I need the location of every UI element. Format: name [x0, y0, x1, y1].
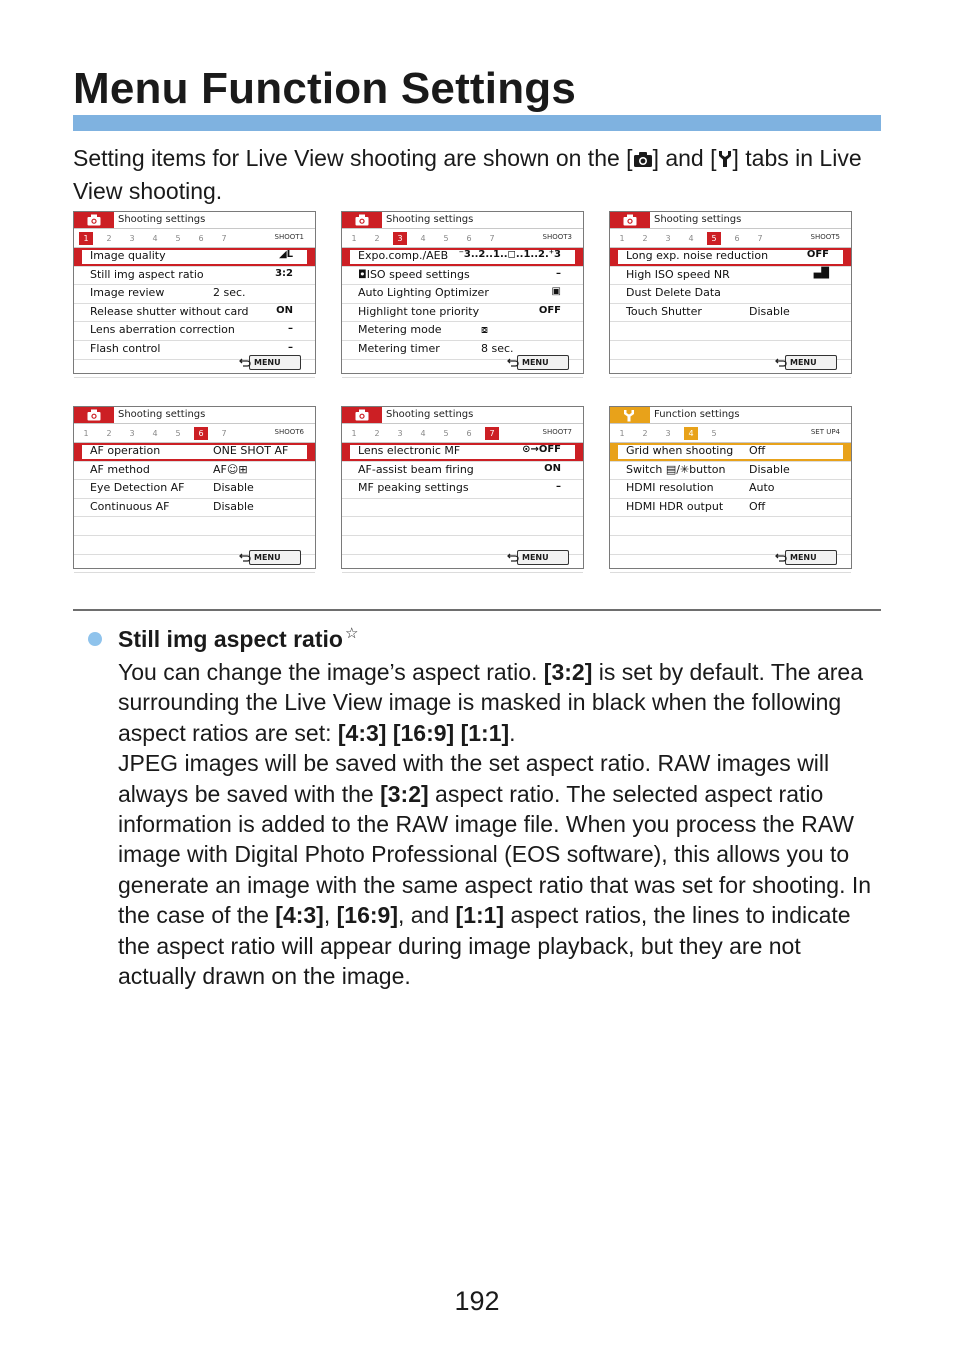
panel-header — [342, 212, 583, 229]
panel-tab-5[interactable]: 5 — [711, 429, 717, 438]
menu-button-label: MENU — [790, 553, 817, 562]
menu-back-button[interactable] — [785, 550, 837, 565]
panel-tab-2[interactable]: 2 — [106, 429, 112, 438]
menu-button-label: MENU — [254, 553, 281, 562]
panel-tab-4[interactable]: 4 — [688, 234, 694, 243]
camera-icon[interactable] — [342, 212, 382, 228]
p2-text-c: aspect ratio. The selected aspect ratio information is added to the RAW image file. When you process the RAW image with Digital Photo Professional (EOS software), this allows you to generate an image with the same aspect ratio that was set for shooting. In the case of the — [118, 780, 872, 929]
p1-text-c: is set by default. The area surrounding the Live View image is masked in black when the following aspect ratios are set: — [118, 659, 863, 746]
menu-row[interactable] — [342, 304, 583, 323]
panel-tab-code: SET UP4 — [810, 428, 840, 436]
panel-tab-code: SHOOT1 — [274, 233, 304, 241]
menu-button-label: MENU — [254, 358, 281, 367]
panel-header — [610, 212, 851, 229]
p2-text-i: aspect ratios, the lines to indicate the aspect ratio will appear during image playback, but they are not actually drawn on the image. — [118, 902, 851, 990]
menu-row-label: AF-assist beam firing — [358, 462, 474, 476]
bullet-dot — [88, 632, 102, 646]
menu-row-label: Grid when shooting — [626, 444, 734, 457]
panel-tab-code: SHOOT3 — [542, 233, 572, 241]
menu-row-value: Off — [749, 444, 766, 457]
menu-row-value: ⁻3..2..1..◻..1..2.⁺3 — [458, 249, 561, 260]
menu-back-button[interactable] — [249, 550, 301, 565]
camera-icon[interactable] — [610, 212, 650, 228]
camera-icon[interactable] — [342, 407, 382, 423]
menu-row-label: Switch ▤/✳button — [626, 462, 726, 476]
menu-row[interactable] — [74, 499, 315, 518]
panel-tab-1[interactable]: 1 — [79, 232, 93, 245]
menu-row[interactable] — [74, 267, 315, 286]
intro-text-2: ] and [ — [652, 145, 717, 171]
p2-text-e: , — [323, 902, 337, 929]
menu-row-value: Disable — [213, 481, 254, 495]
menu-row-value: – — [288, 341, 293, 353]
panel-tab-6[interactable]: 6 — [194, 427, 208, 440]
menu-row-value: ON — [544, 462, 561, 474]
menu-row-label: MF peaking settings — [358, 481, 469, 495]
panel-tab-7[interactable]: 7 — [221, 429, 227, 438]
panel-tab-strip — [342, 229, 583, 248]
panel-tab-1[interactable]: 1 — [351, 429, 357, 438]
panel-tab-strip — [74, 424, 315, 443]
panel-tab-5[interactable]: 5 — [443, 429, 449, 438]
panel-tab-7[interactable]: 7 — [485, 427, 499, 440]
panel-tab-5[interactable]: 5 — [443, 234, 449, 243]
menu-row[interactable] — [610, 480, 851, 499]
p1-text-e: . — [509, 719, 516, 746]
menu-row-label: AF operation — [90, 444, 161, 457]
menu-button-label: MENU — [522, 358, 549, 367]
panel-tab-code: SHOOT7 — [542, 428, 572, 436]
panel-header — [74, 212, 315, 229]
menu-row-label: High ISO speed NR — [626, 267, 730, 281]
menu-row — [342, 517, 583, 536]
menu-row-label: ◘ISO speed settings — [358, 267, 470, 281]
menu-row[interactable] — [610, 462, 851, 481]
menu-row — [74, 517, 315, 536]
star-icon: ☆ — [344, 625, 359, 642]
panel-tab-1[interactable]: 1 — [351, 234, 357, 243]
menu-row-label: Still img aspect ratio — [90, 267, 204, 281]
panel-tab-2[interactable]: 2 — [642, 429, 648, 438]
panel-title: Shooting settings — [118, 409, 206, 420]
wrench-icon — [717, 145, 733, 176]
menu-back-button[interactable] — [785, 355, 837, 370]
panel-tab-code: SHOOT6 — [274, 428, 304, 436]
p2-text-a: JPEG images will be saved with the set aspect ratio. RAW images will always be saved with the — [118, 750, 830, 807]
panel-tab-3[interactable]: 3 — [129, 429, 135, 438]
panel-tab-7[interactable]: 7 — [489, 234, 495, 243]
p2-bold-d: [4:3] — [275, 902, 324, 929]
menu-row[interactable] — [342, 480, 583, 499]
menu-row-label: HDMI HDR output — [626, 499, 724, 513]
panel-title: Function settings — [654, 409, 740, 420]
panel-tab-4[interactable]: 4 — [152, 429, 158, 438]
camera-icon[interactable] — [74, 212, 114, 228]
menu-row — [342, 499, 583, 518]
section-body — [118, 657, 883, 991]
panel-tab-2[interactable]: 2 — [374, 234, 380, 243]
panel-tab-5[interactable]: 5 — [175, 429, 181, 438]
menu-row-label: HDMI resolution — [626, 481, 714, 495]
menu-row[interactable] — [342, 443, 583, 462]
intro-text-1: Setting items for Live View shooting are shown on the [ — [73, 145, 633, 171]
menu-row-label: Dust Delete Data — [626, 286, 721, 300]
menu-row-label: Auto Lighting Optimizer — [358, 286, 489, 300]
menu-row — [610, 517, 851, 536]
menu-row-label: Release shutter without card — [90, 304, 249, 318]
panel-tab-3[interactable]: 3 — [665, 234, 671, 243]
p2-bold-h: [1:1] — [455, 902, 505, 929]
panel-tab-6[interactable]: 6 — [734, 234, 740, 243]
panel-tab-5[interactable]: 5 — [175, 234, 181, 243]
menu-panel — [341, 406, 584, 569]
panel-title: Shooting settings — [118, 214, 206, 225]
menu-row[interactable] — [342, 267, 583, 286]
panel-tab-2[interactable]: 2 — [642, 234, 648, 243]
menu-button-label: MENU — [790, 358, 817, 367]
camera-icon — [633, 145, 653, 176]
menu-panel — [609, 406, 852, 569]
menu-row-value: ▄█ — [813, 267, 829, 279]
menu-row[interactable] — [74, 285, 315, 304]
panel-tab-2[interactable]: 2 — [106, 234, 112, 243]
panel-tab-1[interactable]: 1 — [619, 429, 625, 438]
panel-tab-strip — [610, 229, 851, 248]
menu-row[interactable] — [342, 322, 583, 341]
menu-row-value: ONE SHOT AF — [213, 444, 289, 457]
panel-tab-1[interactable]: 1 — [619, 234, 625, 243]
panel-tab-strip — [610, 424, 851, 443]
menu-row[interactable] — [610, 267, 851, 286]
menu-row-label: Flash control — [90, 341, 161, 355]
menu-row-label: Lens electronic MF — [358, 444, 461, 457]
menu-row-value: OFF — [806, 249, 829, 260]
menu-row-value: 3:2 — [275, 267, 293, 279]
panel-tab-7[interactable]: 7 — [757, 234, 763, 243]
menu-row[interactable] — [74, 443, 315, 462]
panel-tab-6[interactable]: 6 — [466, 429, 472, 438]
menu-row-value: ⊙→OFF — [522, 444, 561, 455]
panel-tab-3[interactable]: 3 — [129, 234, 135, 243]
menu-row[interactable] — [74, 322, 315, 341]
menu-row[interactable] — [342, 462, 583, 481]
menu-row-label: Touch Shutter — [626, 304, 702, 318]
panel-tab-4[interactable]: 4 — [684, 427, 698, 440]
menu-row[interactable] — [610, 285, 851, 304]
menu-row-value: AF☺⊞ — [213, 462, 248, 476]
menu-row-value: ⧇ — [481, 323, 488, 337]
panel-tab-strip — [342, 424, 583, 443]
menu-button-label: MENU — [522, 553, 549, 562]
panel-tab-5[interactable]: 5 — [707, 232, 721, 245]
menu-row-label: Image review — [90, 286, 165, 300]
panel-tab-4[interactable]: 4 — [420, 234, 426, 243]
menu-row[interactable] — [74, 480, 315, 499]
menu-panel — [609, 211, 852, 374]
menu-panel — [73, 211, 316, 374]
p1-bold-d: [4:3] [16:9] [1:1] — [337, 719, 510, 746]
menu-row-label: Metering timer — [358, 341, 440, 355]
panel-header — [74, 407, 315, 424]
panel-tab-3[interactable]: 3 — [393, 232, 407, 245]
page-number: 192 — [454, 1286, 500, 1316]
menu-row-value: OFF — [538, 304, 561, 316]
menu-row[interactable] — [610, 499, 851, 518]
menu-back-button[interactable] — [249, 355, 301, 370]
menu-back-button[interactable] — [517, 355, 569, 370]
panel-tab-4[interactable]: 4 — [152, 234, 158, 243]
menu-row-value: ▣ — [551, 286, 561, 298]
menu-row-label: Long exp. noise reduction — [626, 249, 769, 262]
menu-row-label: Highlight tone priority — [358, 304, 480, 318]
panel-title: Shooting settings — [654, 214, 742, 225]
menu-row[interactable] — [342, 285, 583, 304]
intro-text-3: ] tabs in Live View shooting. — [73, 145, 862, 204]
section-divider — [73, 609, 881, 611]
menu-row-label: Eye Detection AF — [90, 481, 185, 495]
panel-tab-7[interactable]: 7 — [221, 234, 227, 243]
menu-row-value: 2 sec. — [213, 286, 246, 300]
menu-row[interactable] — [74, 304, 315, 323]
p2-bold-f: [16:9] — [336, 902, 398, 929]
panel-header — [342, 407, 583, 424]
p1-bold-b: [3:2] — [543, 659, 593, 685]
p2-bold-b: [3:2] — [380, 780, 429, 807]
menu-row-value: ON — [276, 304, 293, 316]
menu-row-label: Metering mode — [358, 323, 442, 337]
panel-tab-code: SHOOT5 — [810, 233, 840, 241]
menu-row[interactable] — [610, 248, 851, 267]
panel-tab-6[interactable]: 6 — [466, 234, 472, 243]
menu-row-value: Auto — [749, 481, 775, 495]
menu-row-value: 8 sec. — [481, 341, 514, 355]
menu-row-value: Disable — [749, 304, 790, 318]
p2-text-g: , and — [397, 902, 456, 929]
menu-back-button[interactable] — [517, 550, 569, 565]
menu-row[interactable] — [342, 248, 583, 267]
menu-row-value: Disable — [213, 499, 254, 513]
menu-row-label: Image quality — [90, 249, 166, 262]
p1-text-a: You can change the image’s aspect ratio. — [118, 659, 544, 685]
wrench-icon[interactable] — [610, 407, 650, 423]
menu-panel — [341, 211, 584, 374]
menu-row[interactable] — [610, 304, 851, 323]
paragraph-2 — [118, 748, 883, 991]
panel-tab-3[interactable]: 3 — [397, 429, 403, 438]
panel-tab-4[interactable]: 4 — [420, 429, 426, 438]
menu-row-label: Expo.comp./AEB — [358, 249, 449, 262]
title-underline-bar — [73, 115, 881, 131]
menu-row-value: – — [556, 267, 561, 279]
panel-tab-1[interactable]: 1 — [83, 429, 89, 438]
panel-header — [610, 407, 851, 424]
menu-row-value: ◢L — [278, 249, 293, 260]
menu-row-label: AF method — [90, 462, 150, 476]
menu-row-value: Disable — [749, 462, 790, 476]
panel-tab-strip — [74, 229, 315, 248]
section-title-text: Still img aspect ratio — [118, 626, 343, 652]
page-title: Menu Function Settings — [73, 64, 577, 113]
intro-paragraph — [73, 143, 883, 207]
menu-row[interactable] — [610, 443, 851, 462]
menu-row-value: – — [556, 481, 561, 493]
panel-tab-3[interactable]: 3 — [665, 429, 671, 438]
section-title — [118, 624, 358, 653]
menu-row-value: – — [288, 323, 293, 335]
paragraph-1 — [118, 657, 883, 748]
menu-row[interactable] — [74, 248, 315, 267]
menu-panel — [73, 406, 316, 569]
menu-row — [610, 322, 851, 341]
panel-tab-2[interactable]: 2 — [374, 429, 380, 438]
menu-row[interactable] — [74, 462, 315, 481]
menu-row-label: Lens aberration correction — [90, 323, 235, 337]
menu-row-value: Off — [749, 499, 766, 513]
panel-title: Shooting settings — [386, 214, 474, 225]
panel-title: Shooting settings — [386, 409, 474, 420]
camera-icon[interactable] — [74, 407, 114, 423]
menu-row-label: Continuous AF — [90, 499, 170, 513]
panel-tab-6[interactable]: 6 — [198, 234, 204, 243]
